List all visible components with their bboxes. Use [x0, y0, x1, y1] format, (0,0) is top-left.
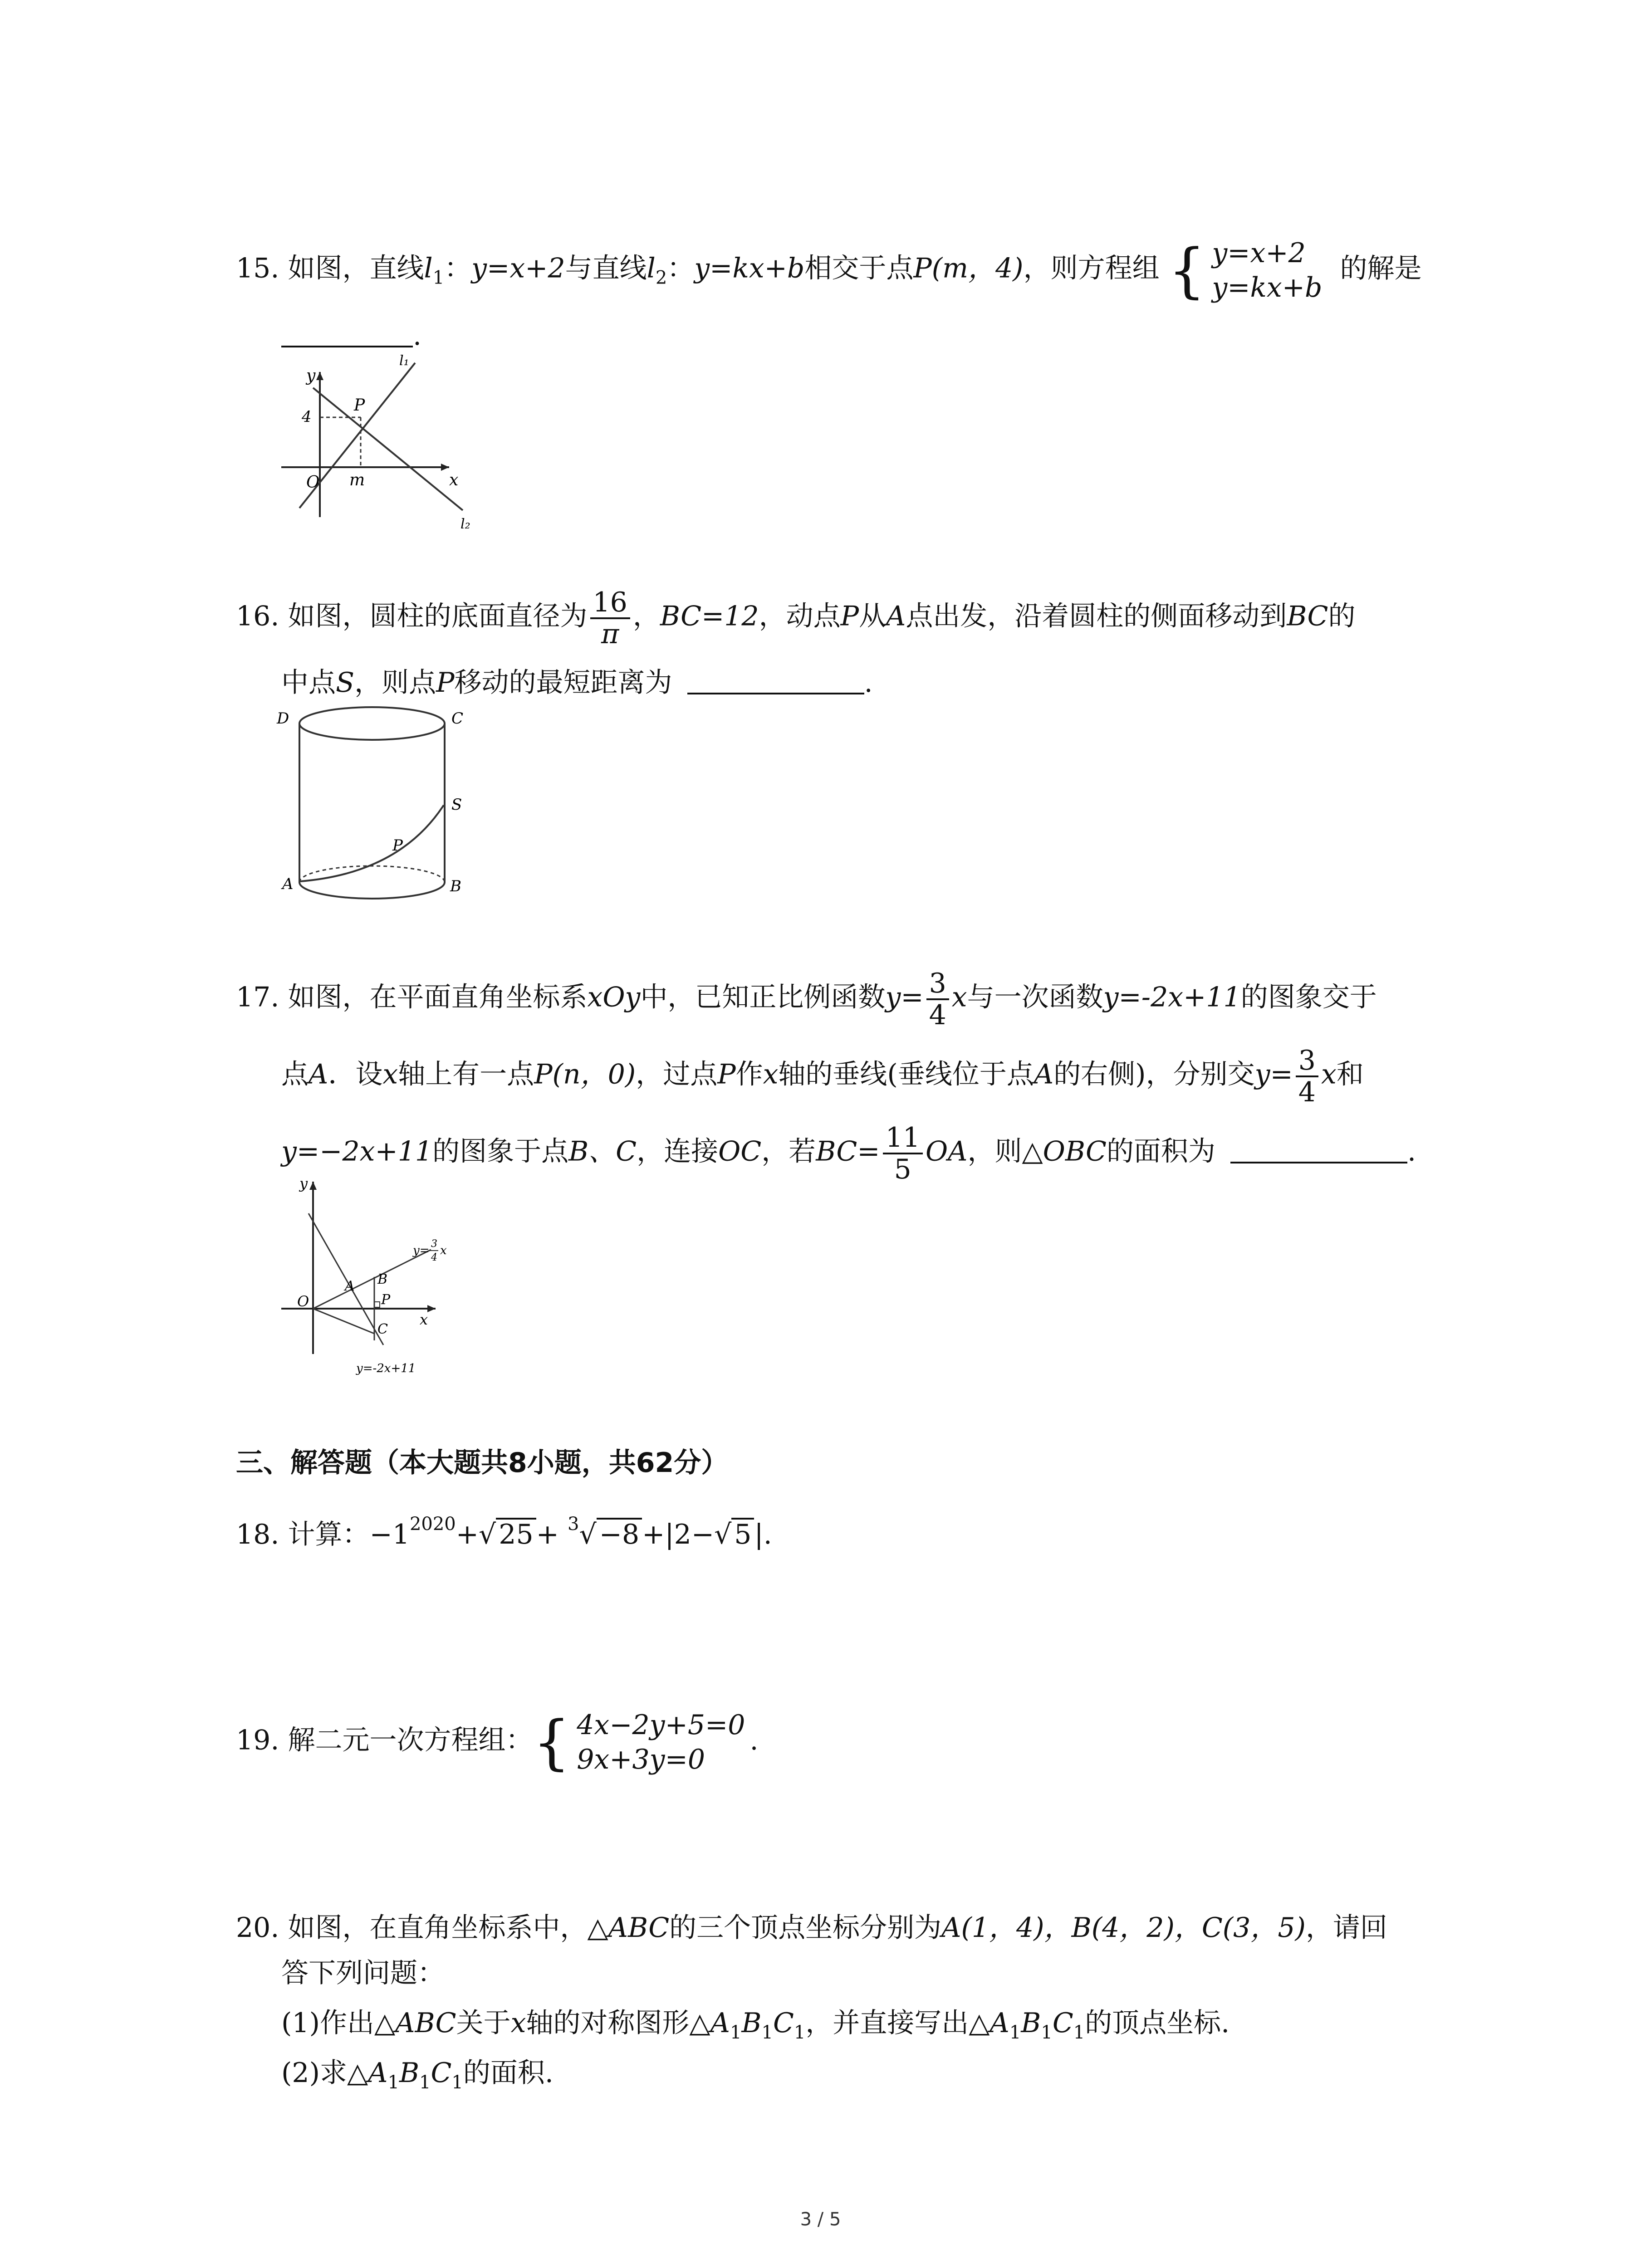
q17-fig-lbl1: y=: [413, 1244, 430, 1257]
q16-line2: 中点S，则点P移动的最短距离为 .: [281, 665, 873, 701]
q17-line1: 17. 如图，在平面直角坐标系xOy中，已知正比例函数y= $\frac{3}{4}$ x与一次函数y=-2x+11的图象交于: [236, 968, 1377, 1031]
q17-fig-x: x: [420, 1311, 428, 1328]
q16-fig-b: B: [450, 877, 461, 895]
q16-fig-d: D: [277, 709, 289, 728]
q17-figure: [272, 1173, 508, 1381]
q16-fig-c: C: [451, 709, 464, 728]
q20-line1: 20. 如图，在直角坐标系中，△ABC的三个顶点坐标分别为A(1，4)，B(4，2)，C(3，5)，请回: [236, 1912, 1387, 1944]
q20-number: 20.: [236, 1912, 279, 1944]
q15-fig-4: 4: [302, 408, 312, 426]
q17-line2: 点A．设x轴上有一点P(n，0)，过点P作x轴的垂线(垂线位于点A的右侧)，分别交y= $\frac{3}{4}$ x和: [281, 1045, 1364, 1108]
q17-fig-lbl1-x: x: [440, 1244, 447, 1257]
q17-number: 17.: [236, 981, 279, 1013]
q17-fig-c: C: [377, 1321, 388, 1337]
q17-fig-b: B: [377, 1271, 388, 1287]
section-3-title: 三、解答题（本大题共8小题，共62分）: [236, 1447, 729, 1479]
q15-fig-x: x: [449, 471, 459, 489]
q17-fig-o: O: [297, 1293, 309, 1310]
q16-figure: [272, 701, 481, 909]
q17-fig-lbl2: y=-2x+11: [356, 1362, 416, 1375]
q15-number: 15.: [236, 252, 279, 284]
q16-fraction: $\frac{16}{\pi}$: [590, 587, 630, 649]
q19-equation-system: 4x−2y+5=0 9x+3y=0: [577, 1709, 745, 1775]
q19-number: 19.: [236, 1724, 279, 1756]
q15-fig-m: m: [349, 471, 365, 489]
q15-answer-blank[interactable]: [281, 318, 413, 347]
q20-part1: (1)作出△ABC关于x轴的对称图形$\triangle A_1B_1C_1$，并直接写出$\triangle A_1B_1C_1$的顶点坐标.: [281, 2007, 1230, 2043]
q15-line1: 15. 如图，直线$l_1$：y=x+2与直线$l_2$：y=kx+b相交于点P(m，4)，则方程组 { y=x+2 y=kx+b 的解是: [236, 236, 1422, 305]
q15-fig-l2: l₂: [460, 516, 470, 532]
q17-line3: y=−2x+11的图象于点B、C，连接OC，若BC= $\frac{11}{5}$ OA，则△OBC的面积为 .: [281, 1122, 1416, 1185]
q17-fig-lbl1-num: 3: [431, 1238, 437, 1250]
q15-answer-line: .: [281, 318, 421, 354]
q17-answer-blank[interactable]: [1230, 1134, 1407, 1163]
q15-fig-l1: l₁: [399, 354, 409, 369]
q16-fig-a: A: [282, 875, 294, 893]
q15-fig-o: O: [306, 473, 320, 492]
q16-line1: 16. 如图，圆柱的底面直径为 $\frac{16}{\pi}$ ，BC=12，动点P从A点出发，沿着圆柱的侧面移动到BC的: [236, 587, 1356, 650]
q16-fig-p: P: [392, 836, 403, 855]
q15-fig-y: y: [306, 367, 316, 385]
q16-number: 16.: [236, 600, 279, 632]
q16-fig-s: S: [451, 796, 462, 814]
q15-figure: [272, 354, 508, 535]
q16-answer-blank[interactable]: [687, 665, 864, 694]
q15-brace: {: [1168, 236, 1206, 305]
q20-part2: (2)求$\triangle A_1B_1C_1$的面积.: [281, 2057, 554, 2093]
q15-fig-p: P: [354, 396, 365, 415]
q17-fig-lbl1-den: 4: [431, 1252, 437, 1263]
q17-fig-p: P: [381, 1292, 391, 1308]
q18-number: 18.: [236, 1519, 279, 1550]
q15-equation-system: y=x+2 y=kx+b: [1212, 237, 1323, 303]
q18-line: 18. 计算：$-1^{2020}+√$ 25 + $^3$√ −8 +|2−√ 5 |.: [236, 1514, 772, 1550]
q17-fig-a: A: [345, 1278, 355, 1294]
q19-line: 19. 解二元一次方程组：{ 4x−2y+5=0 9x+3y=0 .: [236, 1708, 759, 1777]
q20-line2: 答下列问题：: [281, 1957, 445, 1989]
page-number: 3 / 5: [800, 2209, 841, 2230]
q17-fig-y: y: [299, 1175, 308, 1192]
